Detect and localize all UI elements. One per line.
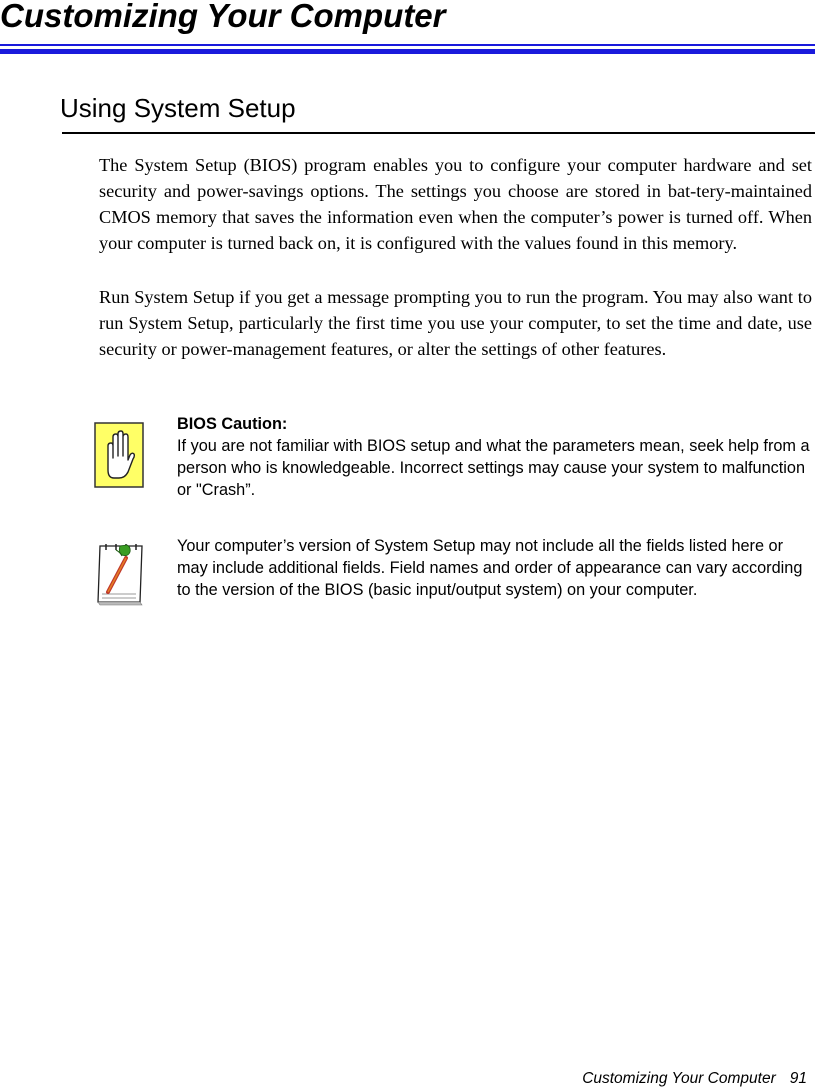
page-number: 91 [789, 1070, 807, 1087]
body-paragraph-1: The System Setup (BIOS) program enables you to configure your computer hardware and set security and power-savings options. The settings you choose are stored in bat-tery-maintained CMOS memory that saves the information even when the computer’s power is turned off. When your computer is turned back on, it is configured with the values found in this memory. [99, 155, 812, 253]
section-title: Using System Setup [60, 93, 296, 123]
chapter-rule-thick [0, 49, 815, 54]
notepad-pencil-icon [94, 538, 148, 608]
caution-text: If you are not familiar with BIOS setup and what the parameters mean, seek help from a person who is knowledgeable. Incorrect settings may cause your system to malfunction or "Crash”. [177, 437, 810, 499]
section-rule [62, 132, 815, 134]
info-note: Your computer’s version of System Setup may not include all the fields listed here or may include additional fields. Field names and order of appearance can vary according to the version of the BIOS (basic input/output system) on your computer. [177, 537, 803, 599]
caution-note [177, 413, 813, 501]
body-paragraph-2: Run System Setup if you get a message prompting you to run the program. You may also want to run System Setup, particularly the first time you use your computer, to set the time and date, use security or power-management features, or alter the settings of other features. [99, 287, 812, 359]
hand-stop-icon [94, 422, 144, 488]
chapter-title: Customizing Your Computer [0, 0, 446, 34]
page-footer [582, 1069, 807, 1089]
footer-label: Customizing Your Computer [582, 1070, 776, 1087]
caution-heading: BIOS Caution: [177, 415, 288, 433]
chapter-rule-thin [0, 44, 815, 46]
